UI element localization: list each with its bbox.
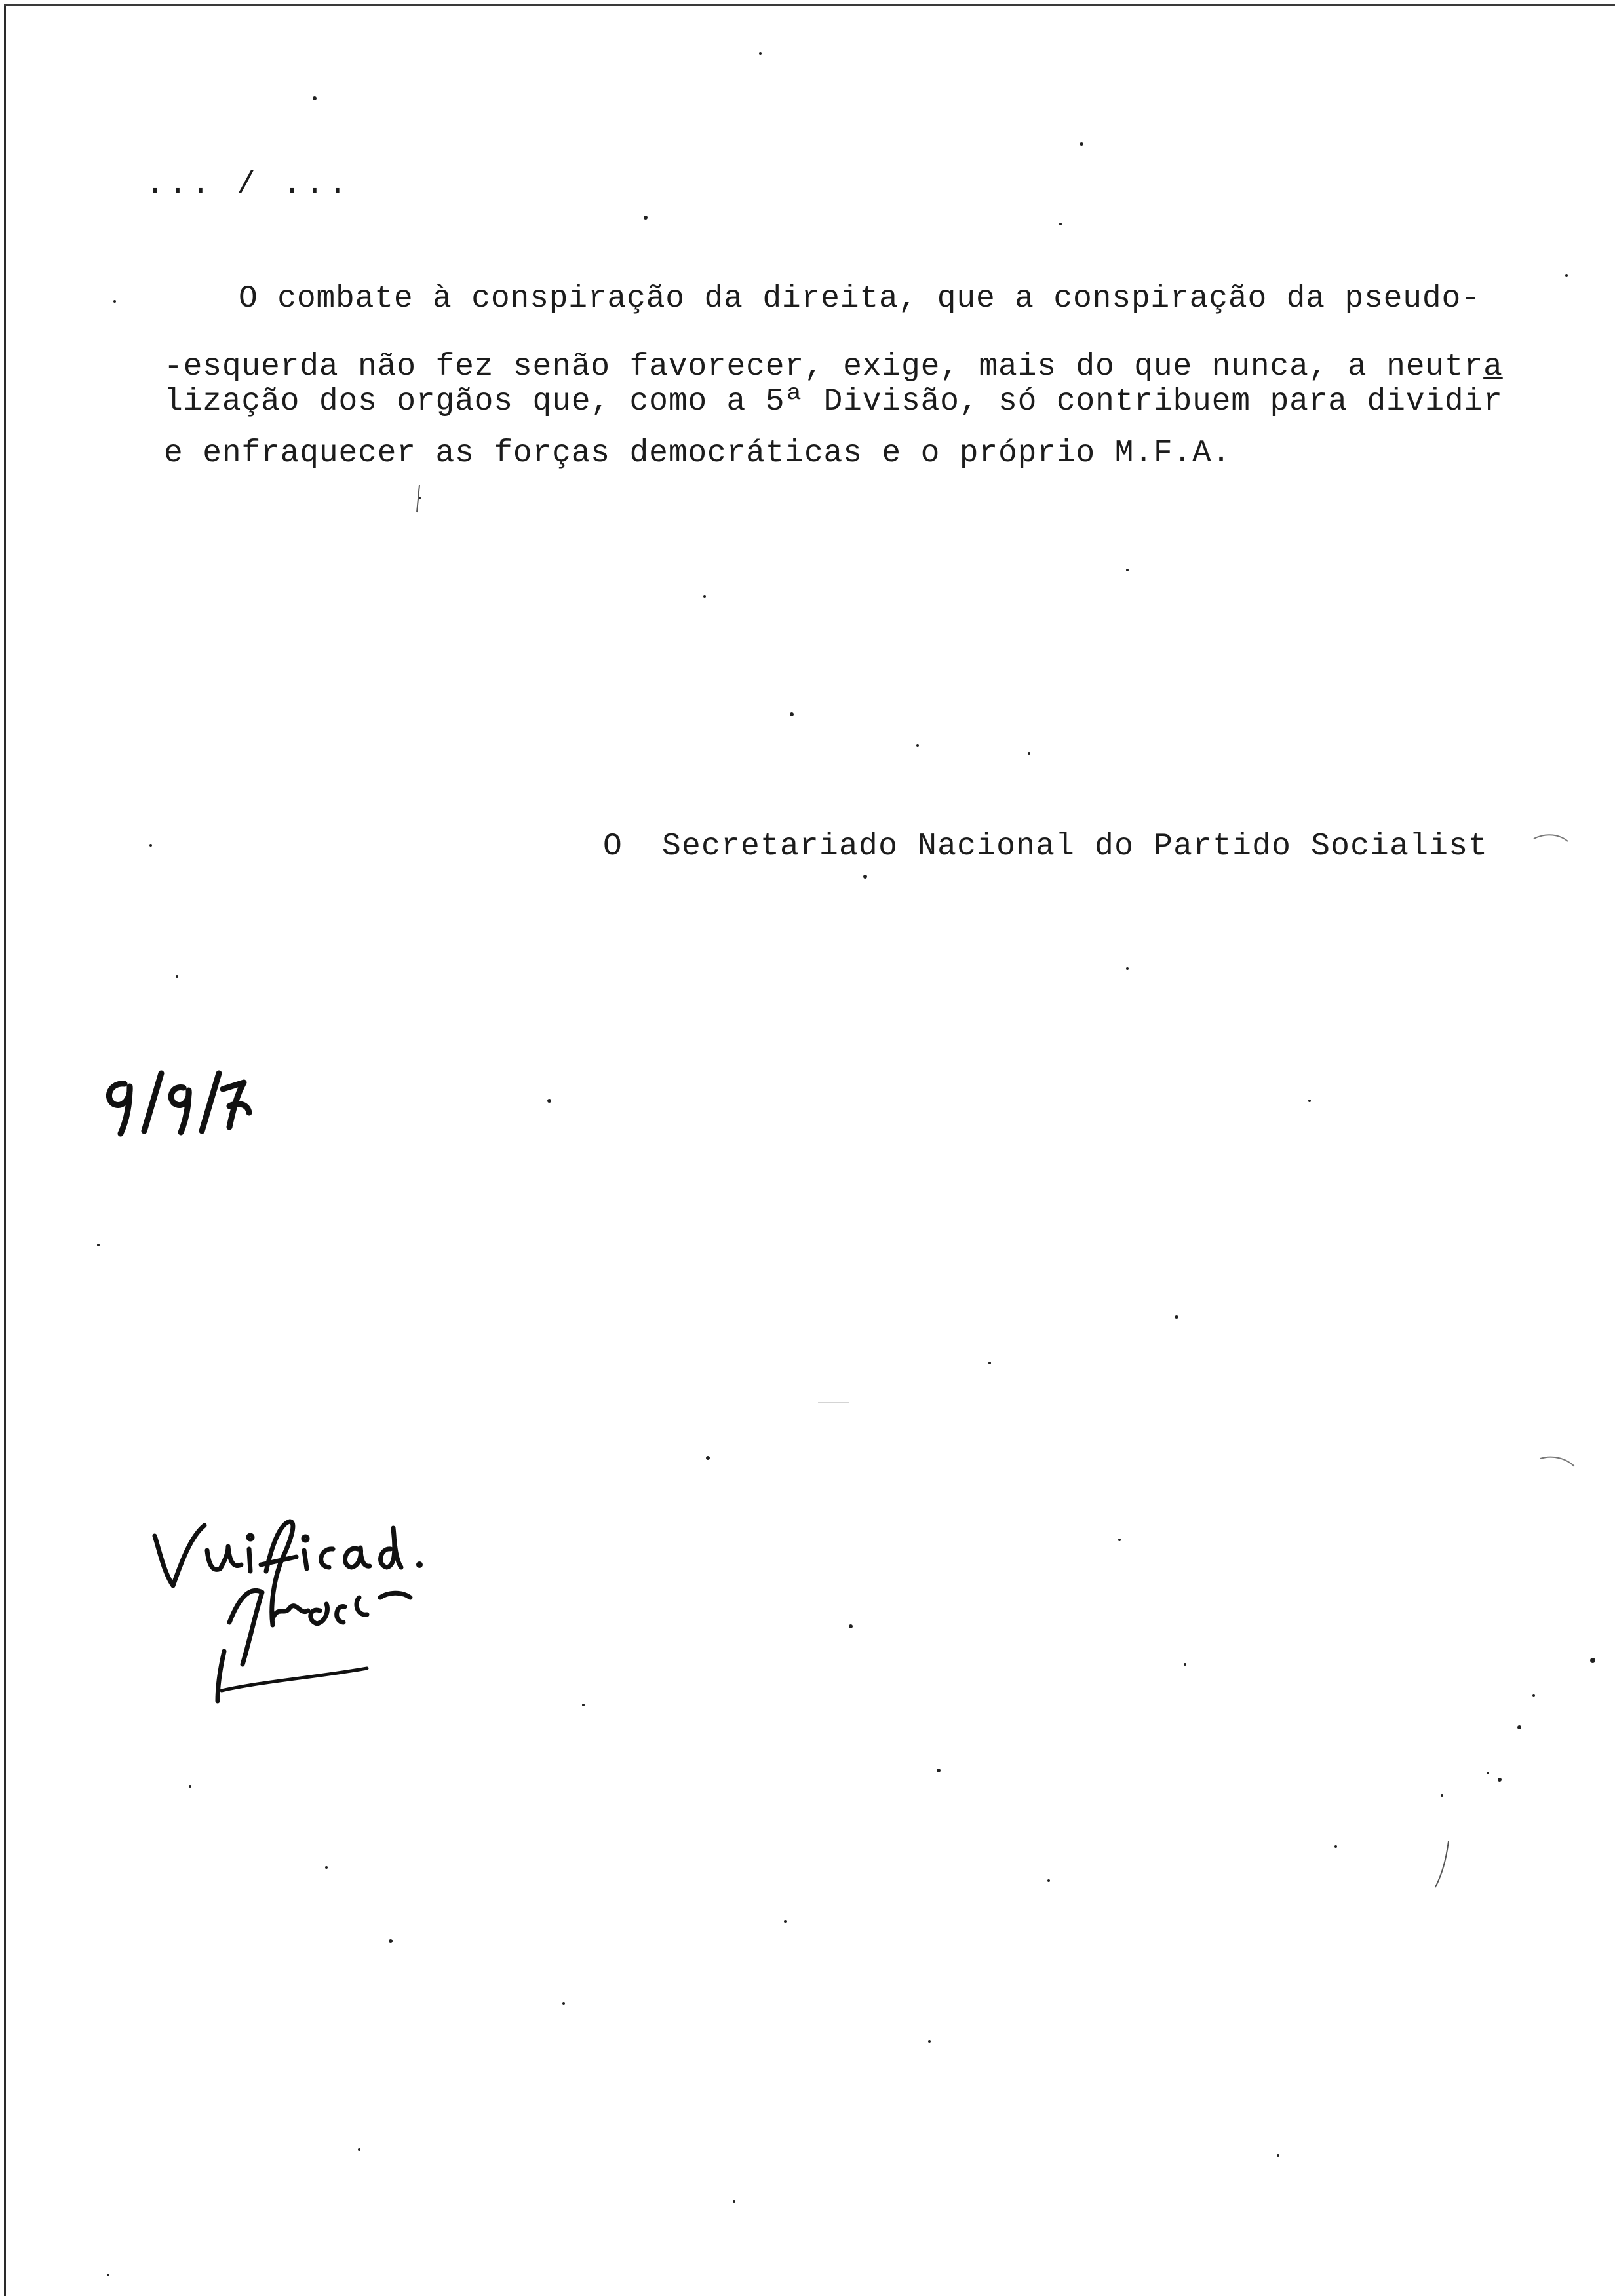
signature-line: O Secretariado Nacional do Partido Socialist: [603, 829, 1489, 864]
continuation-mark: ... / ...: [146, 167, 351, 202]
paragraph-line-3: lização dos orgãos que, como a 5ª Divisão, só contribuem para dividir: [164, 384, 1503, 419]
paragraph-line-4: e enfraquecer as forças democráticas e o próprio M.F.A.: [164, 436, 1232, 471]
paragraph-line-2-underlined-letter: a: [1483, 349, 1503, 385]
paragraph-line-1: O combate à conspiração da direita, que a conspiração da pseudo-: [239, 281, 1481, 316]
paragraph-line-2-text: -esquerda não fez senão favorecer, exige, mais do que nunca, a neutr: [164, 349, 1484, 385]
